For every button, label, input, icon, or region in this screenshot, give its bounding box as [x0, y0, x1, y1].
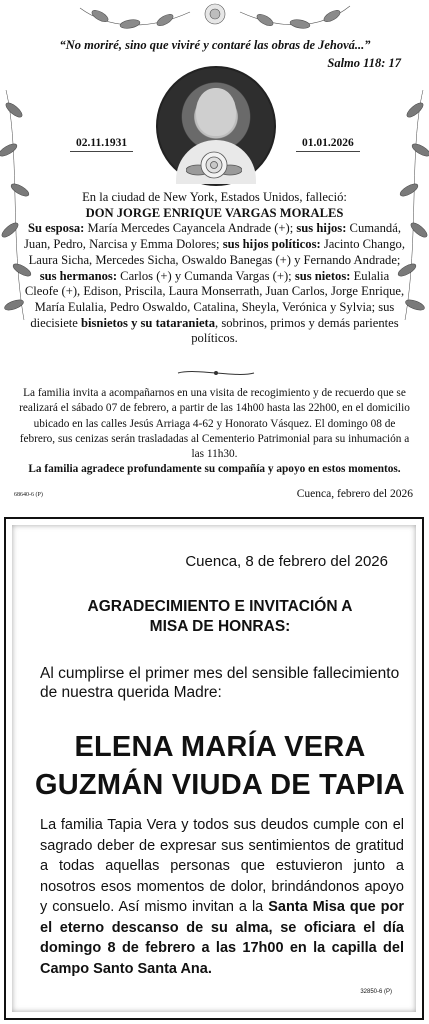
in-laws-names: Jacinto Chango, Laura Sicha, Mercedes Sicha, Oswaldo Banegas (+) y Fernando Andrade; — [28, 237, 405, 267]
heading-line-1: AGRADECIMIENTO E INVITACIÓN A — [87, 598, 353, 615]
deceased-name: DON JORGE ENRIQUE VARGAS MORALES — [85, 205, 344, 220]
birth-date: 02.11.1931 — [70, 137, 133, 152]
family-list — [24, 221, 405, 347]
white-rose-icon — [186, 148, 242, 182]
bible-verse-reference: Salmo 118: 17 — [327, 56, 401, 70]
obituary-body — [24, 190, 405, 347]
siblings-label: sus hermanos: — [39, 268, 118, 283]
deceased-name-large — [22, 728, 418, 804]
ornament-divider-icon — [176, 368, 256, 378]
wife-name: María Mercedes Cayancela Andrade (+); — [84, 221, 297, 236]
grandchildren-names: Eulalia Cleofe (+), Edison, Priscila, Laura Monserrath, Juan Carlos, Jorge Enrique, María Eulalia, Pedro Oswaldo, Catalina, Sheyla, Verónica y Sylvia; sus diecisiete — [24, 268, 405, 330]
bible-verse: “No moriré, sino que viviré y contaré las obras de Jehová...” — [59, 38, 371, 52]
notice-intro: Al cumplirse el primer mes del sensible fallecimiento de nuestra querida Madre: — [40, 665, 400, 701]
place-date-signature: Cuenca, febrero del 2026 — [296, 488, 413, 500]
death-date: 01.01.2026 — [296, 137, 360, 152]
death-announcement: En la ciudad de New York, Estados Unidos, falleció: — [82, 190, 347, 204]
wife-label: Su esposa: — [28, 221, 85, 236]
relatives-closing: , sobrinos, primos y demás parientes políticos. — [191, 315, 399, 346]
heading-line-2: MISA DE HONRAS: — [149, 618, 291, 635]
visitation-details: La familia invita a acompañarnos en una visita de recogimiento y de recuerdo que se realizará el sábado 07 de febrero, a partir de las 14h00 hasta las 22h00, en el domicilio ubicado en las calles Jesús Arriaga 4-62 y Honorato Vásquez. El domingo 08 de febrero, sus cenizas serán trasladadas al Cementerio Patrimonial para su inhumación a las 11h30. — [19, 387, 410, 461]
notice-body — [40, 815, 404, 979]
name-line-1: ELENA MARÍA VERA — [74, 731, 366, 763]
siblings-names: Carlos (+) y Cumanda Vargas (+); — [117, 268, 295, 283]
ad-code: 32850-6 (P) — [360, 989, 392, 995]
thanksgiving-notice — [4, 517, 424, 1020]
children-label: sus hijos: — [296, 221, 347, 236]
gratitude-text: La familia Tapia Vera y todos sus deudos cumple con el sagrado deber de expresar sus sentimientos de gratitud a todas aquellas personas que estuvieron junto a nosotros esos momentos de dolor, brindándonos apoyo y consuelo. Así mismo invitan a la — [40, 817, 404, 915]
family-thanks: La familia agradece profundamente su compañía y apoyo en estos momentos. — [28, 463, 401, 476]
invitation-text — [18, 386, 411, 478]
mass-details: Santa Misa que por el eterno descanso de su alma, se oficiara el día domingo 8 de febrero a las 17h00 en la capilla del Campo Santo Santa Ana. — [40, 899, 404, 977]
children-names: Cumandá, Juan, Pedro, Narcisa y Emma Dolores; — [24, 221, 401, 252]
floral-border-top-icon — [70, 0, 360, 36]
name-line-2: GUZMÁN VIUDA DE TAPIA — [35, 769, 405, 801]
notice-frame — [12, 525, 416, 1012]
ad-code: 68640-6 (P) — [14, 492, 43, 498]
grandchildren-label: sus nietos: — [294, 268, 351, 283]
great-grandchildren-label: bisnietos y su tataranieta — [81, 315, 216, 330]
notice-date: Cuenca, 8 de febrero del 2026 — [185, 553, 388, 570]
notice-heading — [32, 597, 408, 637]
in-laws-label: sus hijos políticos: — [222, 237, 321, 252]
